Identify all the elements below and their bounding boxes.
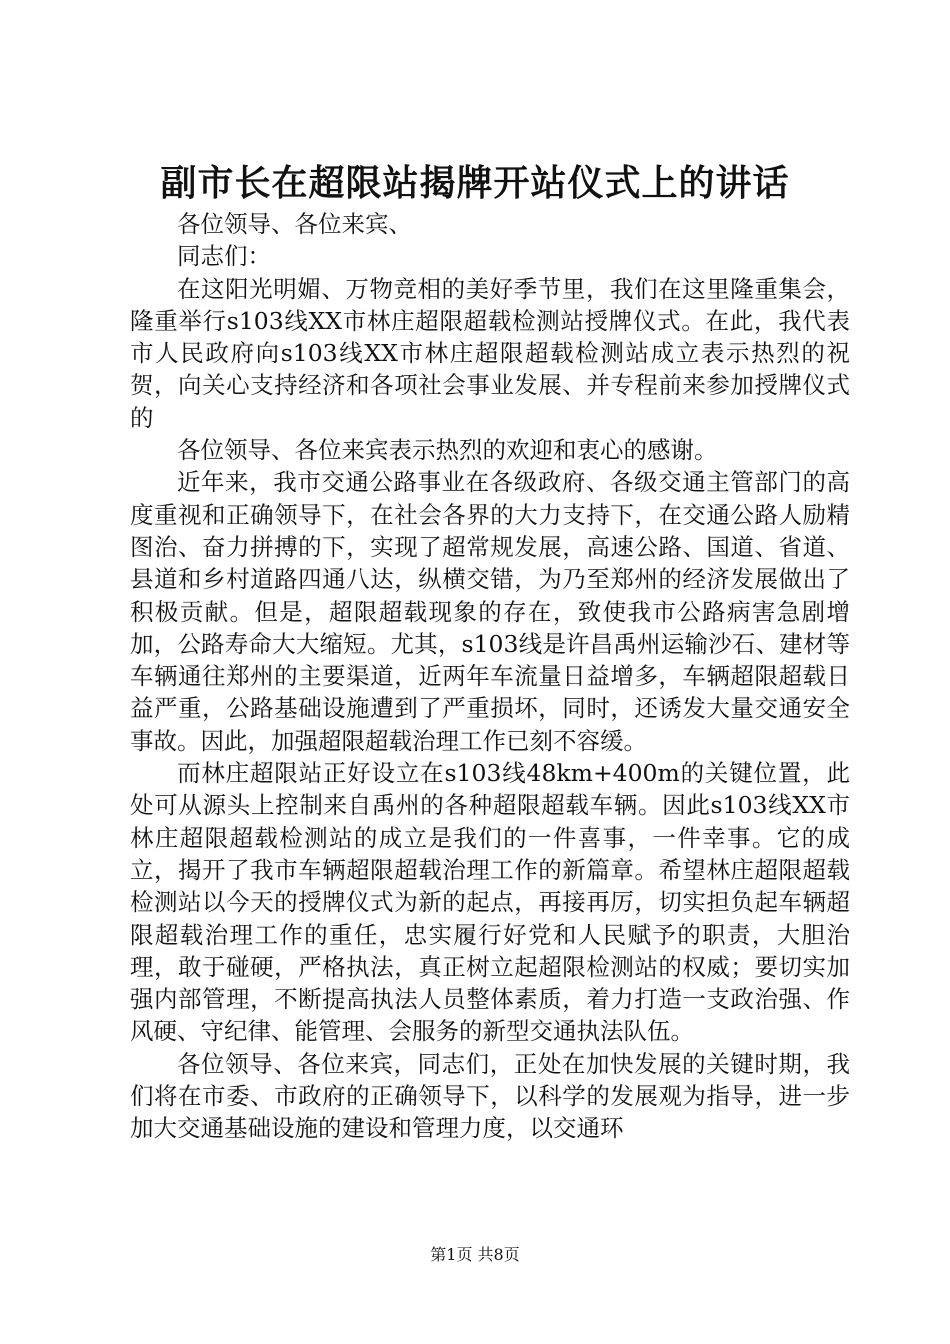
page-number-footer: 第1页 共8页	[430, 1245, 520, 1264]
salutation-line: 各位领导、各位来宾、	[177, 210, 412, 238]
document-title: 副市长在超限站揭牌开站仪式上的讲话	[160, 162, 790, 204]
body-paragraph: 近年来，我市交通公路事业在各级政府、各级交通主管部门的高度重视和正确领导下，在社会各界的大力支持下，在交通公路人励精图治、奋力拼搏的下，实现了超常规发展，高速公路、国道、省道、县道和乡村道路四通八达，纵横交错，为乃至郑州的经济发展做出了积极贡献。但是，超限超载现象的存在，致使我市公路病害急剧增加，公路寿命大大缩短。尤其，s103线是许昌禹州运输沙石、建材等车辆通往郑州的主要渠道，近两年车流量日益增多，车辆超限超载日益严重，公路基础设施遭到了严重损坏，同时，还诱发大量交通安全事故。因此，加强超限超载治理工作已刻不容缓。	[130, 468, 850, 755]
salutation-line: 同志们：	[177, 242, 271, 271]
document-body	[130, 208, 850, 1145]
body-paragraph: 各位领导、各位来宾，同志们，正处在加快发展的关键时期，我们将在市委、市政府的正确领导下，以科学的发展观为指导，进一步加大交通基础设施的建设和管理力度，以交通环	[130, 1049, 850, 1143]
body-paragraph: 而林庄超限站正好设立在s103线48km+400m的关键位置，此处可从源头上控制来自禹州的各种超限超载车辆。因此s103线XX市林庄超限超载检测站的成立是我们的一件喜事，一件幸事。它的成立，揭开了我市车辆超限超载治理工作的新篇章。希望林庄超限超载检测站以今天的授牌仪式为新的起点，再接再厉，切实担负起车辆超限超载治理工作的重任，忠实履行好党和人民赋予的职责，大胆治理，敢于碰硬，严格执法，真正树立起超限检测站的权威；要切实加强内部管理，不断提高执法人员整体素质，着力打造一支政治强、作风硬、守纪律、能管理、会服务的新型交通执法队伍。	[130, 759, 850, 1046]
body-paragraph: 在这阳光明媚、万物竞相的美好季节里，我们在这里隆重集会，隆重举行s103线XX市林庄超限超载检测站授牌仪式。在此，我代表市人民政府向s103线XX市林庄超限超载检测站成立表示热烈的祝贺，向关心支持经济和各项社会事业发展、并专程前来参加授牌仪式的	[130, 274, 850, 432]
body-paragraph: 各位领导、各位来宾表示热烈的欢迎和衷心的感谢。	[177, 436, 718, 465]
